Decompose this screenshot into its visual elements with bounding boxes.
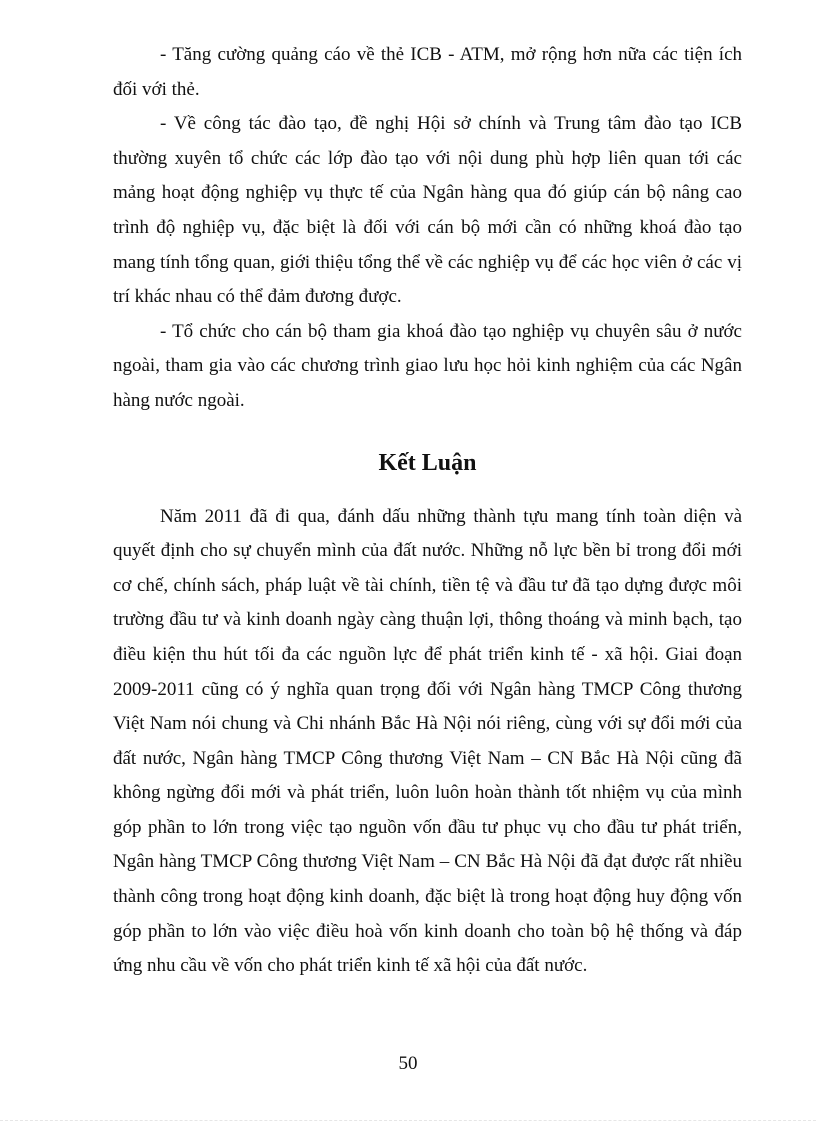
section-heading-conclusion: Kết Luận <box>378 449 477 476</box>
page-bottom-divider <box>0 1120 816 1121</box>
paragraph-card-advertising: - Tăng cường quảng cáo về thẻ ICB - ATM, mở rộng hơn nữa các tiện ích đối với thẻ. <box>113 44 742 100</box>
document-page <box>113 38 742 984</box>
paragraph-conclusion: Năm 2011 đã đi qua, đánh dấu những thành tựu mang tính toàn diện và quyết định cho sự chuyển mình của đất nước. Những nỗ lực bền bỉ trong đổi mới cơ chế, chính sách, pháp luật về tài chính, tiền tệ và đầu tư đã tạo dựng được môi trường đầu tư và kinh doanh ngày càng thuận lợi, thông thoáng và minh bạch, tạo điều kiện thu hút tối đa các nguồn lực để phát triển kinh tế - xã hội. Giai đoạn 2009-2011 cũng có ý nghĩa quan trọng đối với Ngân hàng TMCP Công thương Việt Nam nói chung và Chi nhánh Bắc Hà Nội nói riêng, cùng với sự đổi mới của đất nước, Ngân hàng TMCP Công thương Việt Nam – CN Bắc Hà Nội cũng đã không ngừng đổi mới và phát triển, luôn luôn hoàn thành tốt nhiệm vụ của mình góp phần to lớn trong việc tạo nguồn vốn đầu tư phục vụ cho đầu tư phát triển, Ngân hàng TMCP Công thương Việt Nam – CN Bắc Hà Nội đã đạt được rất nhiều thành công trong hoạt động kinh doanh, đặc biệt là trong hoạt động huy động vốn góp phần to lớn vào việc điều hoà vốn kinh doanh cho toàn bộ hệ thống và đáp ứng nhu cầu về vốn cho phát triển kinh tế xã hội của đất nước. <box>113 505 742 977</box>
page-number: 50 <box>398 1053 418 1074</box>
paragraph-overseas-training: - Tổ chức cho cán bộ tham gia khoá đào tạo nghiệp vụ chuyên sâu ở nước ngoài, tham gia vào các chương trình giao lưu học hỏi kinh nghiệm của các Ngân hàng nước ngoài. <box>113 320 742 411</box>
paragraph-training: - Về công tác đào tạo, đề nghị Hội sở chính và Trung tâm đào tạo ICB thường xuyên tổ chức các lớp đào tạo với nội dung phù hợp liên quan tới các mảng hoạt động nghiệp vụ thực tế của Ngân hàng qua đó giúp cán bộ nâng cao trình độ nghiệp vụ, đặc biệt là đối với cán bộ mới cần có những khoá đào tạo mang tính tổng quan, giới thiệu tổng thể về các nghiệp vụ để các học viên ở các vị trí khác nhau có thể đảm đương được. <box>113 113 742 308</box>
